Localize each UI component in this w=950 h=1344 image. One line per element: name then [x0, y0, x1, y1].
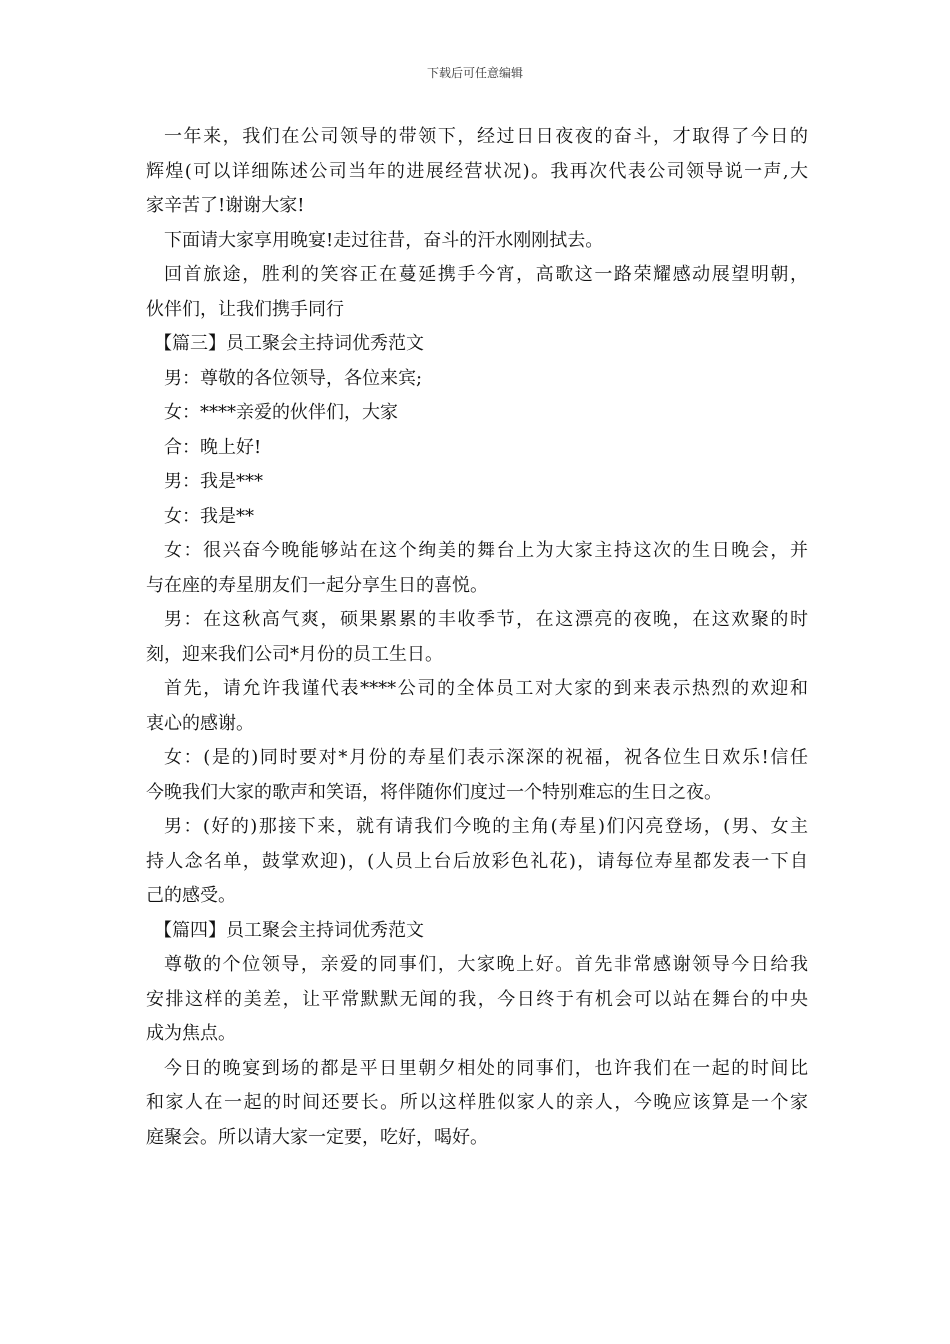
text-line: 与在座的寿星朋友们一起分享生日的喜悦。: [146, 574, 488, 596]
text-line: 一年来，我们在公司领导的带领下，经过日日夜夜的奋斗，才取得了今日的: [164, 126, 808, 147]
text-line: 回首旅途，胜利的笑容正在蔓延携手今宵，高歌这一路荣耀感动展望明朝，: [164, 264, 808, 285]
text-line: 男：(好的)那接下来，就有请我们今晚的主角(寿星)们闪亮登场，(男、女主: [164, 816, 808, 837]
text-line: 今日的晚宴到场的都是平日里朝夕相处的同事们，也许我们在一起的时间比: [164, 1057, 808, 1079]
text-line: 衷心的感谢。: [146, 712, 254, 734]
text-line: 男：尊敬的各位领导，各位来宾;: [164, 367, 423, 389]
text-line: 女：我是**: [164, 505, 254, 527]
text-line: 成为焦点。: [146, 1023, 236, 1044]
page-header-note: 下载后可任意编辑: [426, 66, 523, 80]
text-line: 尊敬的个位领导，亲爱的同事们，大家晚上好。首先非常感谢领导今日给我: [164, 954, 808, 975]
section-heading: 【篇四】员工聚会主持词优秀范文: [154, 919, 424, 941]
text-line: 伙伴们，让我们携手同行: [146, 298, 344, 320]
text-line: 刻，迎来我们公司*月份的员工生日。: [146, 643, 443, 665]
document-body: [146, 120, 808, 1155]
text-line: 男：在这秋高气爽，硕果累累的丰收季节，在这漂亮的夜晚，在这欢聚的时: [164, 609, 808, 630]
text-line: 持人念名单，鼓掌欢迎)，(人员上台后放彩色礼花)，请每位寿星都发表一下自: [146, 850, 808, 872]
text-line: 家辛苦了!谢谢大家!: [146, 195, 305, 216]
text-line: 安排这样的美差，让平常默默无闻的我，今日终于有机会可以站在舞台的中央: [146, 988, 808, 1010]
text-line: 己的感受。: [146, 885, 236, 906]
text-line: 下面请大家享用晚宴!走过往昔，奋斗的汗水刚刚拭去。: [164, 229, 604, 251]
text-line: 和家人在一起的时间还要长。所以这样胜似家人的亲人，今晚应该算是一个家: [146, 1092, 808, 1113]
section-heading: 【篇三】员工聚会主持词优秀范文: [154, 333, 424, 354]
text-line: 今晚我们大家的歌声和笑语，将伴随你们度过一个特别难忘的生日之夜。: [146, 781, 722, 803]
text-line: 首先，请允许我谨代表****公司的全体员工对大家的到来表示热烈的欢迎和: [164, 678, 808, 699]
text-line: 女：****亲爱的伙伴们，大家: [164, 402, 398, 423]
text-line: 合：晚上好!: [164, 436, 262, 458]
text-line: 男：我是***: [164, 471, 263, 492]
text-line: 女：(是的)同时要对*月份的寿星们表示深深的祝福，祝各位生日欢乐!信任: [164, 747, 808, 768]
text-line: 辉煌(可以详细陈述公司当年的进展经营状况)。我再次代表公司领导说一声,大: [146, 160, 808, 182]
text-line: 庭聚会。所以请大家一定要，吃好，喝好。: [146, 1126, 488, 1148]
text-line: 女：很兴奋今晚能够站在这个绚美的舞台上为大家主持这次的生日晚会，并: [164, 540, 808, 561]
